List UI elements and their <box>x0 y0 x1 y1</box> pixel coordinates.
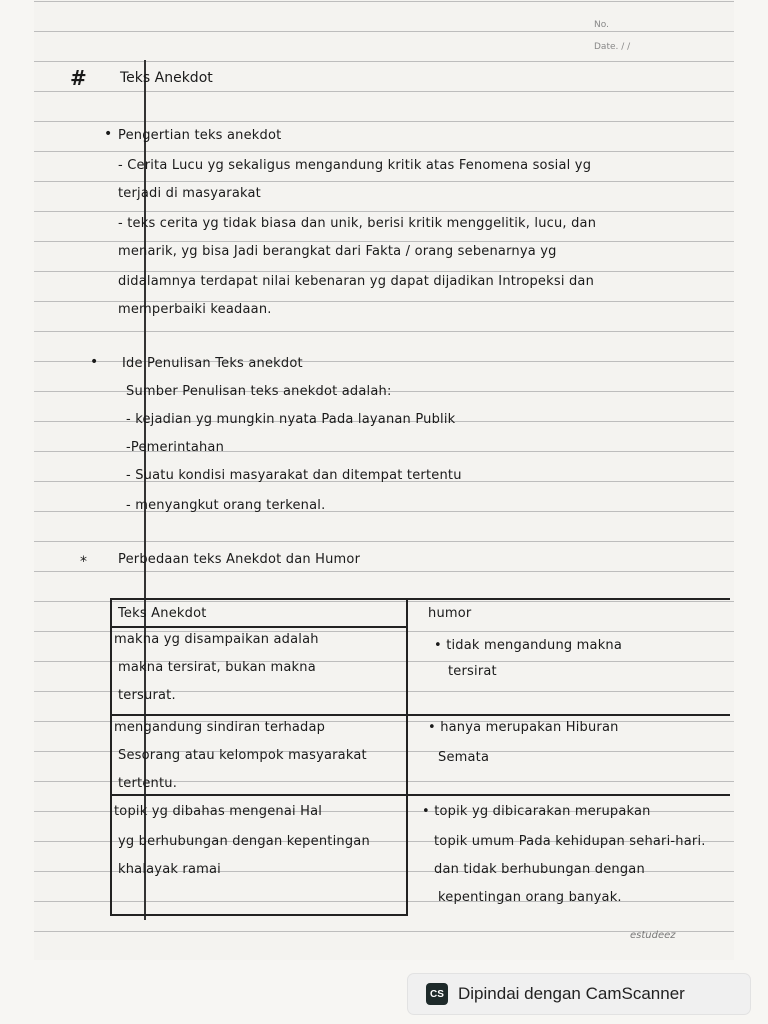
table-cell: • hanya merupakan Hiburan <box>428 720 619 735</box>
table-border-middle <box>406 598 408 916</box>
table-cell: topik yg dibahas mengenai Hal <box>114 804 323 819</box>
title-hash: # <box>70 66 87 90</box>
table-cell: tersirat <box>448 664 497 679</box>
comparison-table <box>110 598 730 916</box>
table-cell: • topik yg dibicarakan merupakan <box>422 804 651 819</box>
table-header-left: Teks Anekdot <box>118 606 207 621</box>
section-bullet: • <box>90 354 99 370</box>
table-cell: tersurat. <box>118 688 176 703</box>
table-header-divider <box>110 626 406 628</box>
table-row-divider <box>110 714 730 716</box>
table-cell: tertentu. <box>118 776 178 791</box>
text-line: terjadi di masyarakat <box>118 186 261 201</box>
page-header-meta <box>594 14 630 58</box>
text-line: memperbaiki keadaan. <box>118 302 272 317</box>
text-line: Sumber Penulisan teks anekdot adalah: <box>126 384 392 399</box>
text-line: - kejadian yg mungkin nyata Pada layanan Publik <box>126 412 456 427</box>
table-cell: makna tersirat, bukan makna <box>118 660 316 675</box>
section-title: Pengertian teks anekdot <box>118 128 282 143</box>
table-border-bottom <box>110 914 406 916</box>
section-bullet: • <box>104 126 113 142</box>
section-title: Perbedaan teks Anekdot dan Humor <box>118 552 361 567</box>
date-label: Date. / / <box>594 42 631 52</box>
table-border-top <box>110 598 730 600</box>
table-cell: Semata <box>438 750 490 765</box>
page-title: Teks Anekdot <box>120 70 213 86</box>
camscanner-logo-icon: CS <box>426 983 448 1005</box>
table-border-left <box>110 598 112 916</box>
table-cell: mengandung sindiran terhadap <box>114 720 326 735</box>
signature-mark: estudeez <box>630 930 676 941</box>
no-label: No. <box>594 20 609 30</box>
camscanner-text: Dipindai dengan CamScanner <box>458 984 685 1003</box>
section-title: Ide Penulisan Teks anekdot <box>122 356 303 371</box>
table-cell: khalayak ramai <box>118 862 221 877</box>
text-line: -Pemerintahan <box>126 440 225 455</box>
table-cell: yg berhubungan dengan kepentingan <box>118 834 370 849</box>
text-line: - teks cerita yg tidak biasa dan unik, berisi kritik menggelitik, lucu, dan <box>118 216 597 231</box>
table-cell: • tidak mengandung makna <box>434 638 623 653</box>
text-line: - Suatu kondisi masyarakat dan ditempat tertentu <box>126 468 462 483</box>
notebook-page <box>34 0 734 960</box>
table-header-right: humor <box>428 606 472 621</box>
section-bullet: * <box>80 554 87 570</box>
text-line: didalamnya terdapat nilai kebenaran yg dapat dijadikan Intropeksi dan <box>118 274 595 289</box>
table-cell: kepentingan orang banyak. <box>438 890 622 905</box>
table-cell: topik umum Pada kehidupan sehari-hari. <box>434 834 706 849</box>
camscanner-badge <box>408 974 750 1014</box>
text-line: - menyangkut orang terkenal. <box>126 498 326 513</box>
text-line: - Cerita Lucu yg sekaligus mengandung kritik atas Fenomena sosial yg <box>118 158 592 173</box>
text-line: menarik, yg bisa Jadi berangkat dari Fakta / orang sebenarnya yg <box>118 244 557 259</box>
table-cell: Sesorang atau kelompok masyarakat <box>118 748 367 763</box>
table-cell: makna yg disampaikan adalah <box>114 632 319 647</box>
table-row-divider <box>110 794 730 796</box>
table-cell: dan tidak berhubungan dengan <box>434 862 645 877</box>
